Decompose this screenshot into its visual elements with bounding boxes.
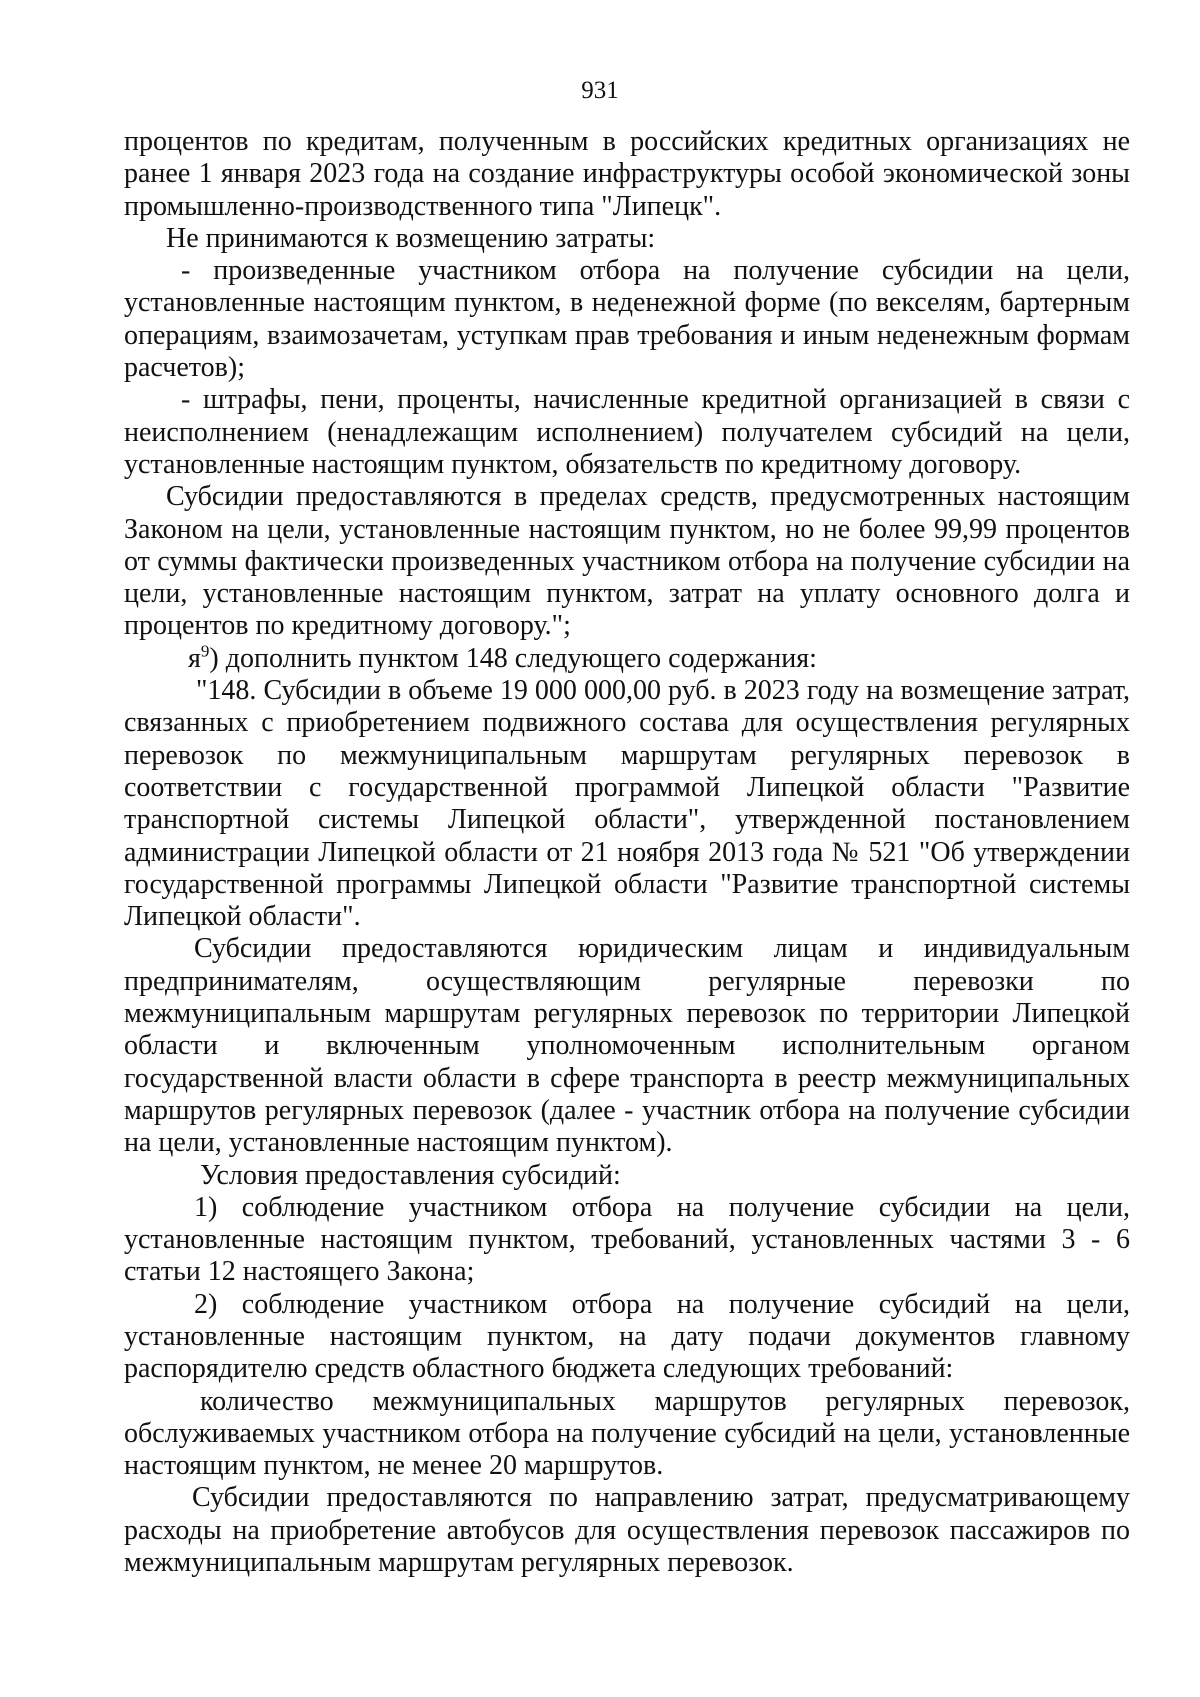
amendment-text: ) дополнить пунктом 148 следующего содержания: xyxy=(209,642,817,674)
document-body xyxy=(124,126,1130,1579)
paragraph-cost-direction: Субсидии предоставляются по направлению затрат, предусматривающему расходы на приобретение автобусов для осуществления перевозок пассажиров по межмуниципальным маршрутам регулярных перевозок. xyxy=(124,1482,1130,1579)
paragraph-condition-1: 1) соблюдение участником отбора на получение субсидии на цели, установленные настоящим пунктом, требований, установленных частями 3 - 6 статьи 12 настоящего Закона; xyxy=(124,1191,1130,1288)
paragraph-interest-continuation: процентов по кредитам, полученным в российских кредитных организациях не ранее 1 января 2023 года на создание инфраструктуры особой экономической зоны промышленно-производственного типа "Липецк". xyxy=(124,126,1130,222)
paragraph-item-148: "148. Субсидии в объеме 19 000 000,00 руб. в 2023 году на возмещение затрат, связанных с приобретением подвижного состава для осуществления регулярных перевозок по межмуниципальным маршрутам регулярных перевозок в соответствии с государственной программой Липецкой области "Развитие транспортной системы Липецкой области", утвержденной постановлением администрации Липецкой области от 21 ноября 2013 года № 521 "Об утверждении государственной программы Липецкой области "Развитие транспортной системы Липецкой области". xyxy=(124,675,1130,933)
paragraph-recipients: Субсидии предоставляются юридическим лицам и индивидуальным предпринимателям, осуществляющим регулярные перевозки по межмуниципальным маршрутам регулярных перевозок по территории Липецкой области и включенным уполномоченным исполнительным органом государственной власти области в сфере транспорта в реестр межмуниципальных маршрутов регулярных перевозок (далее - участник отбора на получение субсидии на цели, установленные настоящим пунктом). xyxy=(124,933,1130,1159)
paragraph-subsidy-limit: Субсидии предоставляются в пределах средств, предусмотренных настоящим Законом на цели, установленные настоящим пунктом, но не более 99,99 процентов от суммы фактически произведенных участником отбора на получение субсидии на цели, установленные настоящим пунктом, затрат на уплату основного долга и процентов по кредитному договору."; xyxy=(124,481,1130,642)
amendment-superscript: 9 xyxy=(200,641,210,661)
paragraph-not-reimbursed-heading: Не принимаются к возмещению затраты: xyxy=(166,222,656,254)
paragraph-non-cash-costs: - произведенные участником отбора на получение субсидии на цели, установленные настоящим пунктом, в неденежной форме (по векселям, бартерным операциям, взаимозачетам, уступкам прав требования и иным неденежным формам расчетов); xyxy=(124,255,1130,384)
paragraph-route-count: количество межмуниципальных маршрутов регулярных перевозок, обслуживаемых участником отбора на получение субсидий на цели, установленные настоящим пунктом, не менее 20 маршрутов. xyxy=(124,1385,1130,1482)
paragraph-amendment-148 xyxy=(124,643,1130,675)
amendment-letter: я xyxy=(188,642,201,674)
paragraph-condition-2: 2) соблюдение участником отбора на получение субсидий на цели, установленные настоящим пунктом, на дату подачи документов главному распорядителю средств областного бюджета следующих требований: xyxy=(124,1288,1130,1385)
paragraph-fines-penalties: - штрафы, пени, проценты, начисленные кредитной организацией в связи с неисполнением (ненадлежащим исполнением) получателем субсидий на цели, установленные настоящим пунктом, обязательств по кредитному договору. xyxy=(124,384,1130,480)
paragraph-conditions-heading: Условия предоставления субсидий: xyxy=(200,1159,621,1191)
page-number: 931 xyxy=(581,77,619,104)
